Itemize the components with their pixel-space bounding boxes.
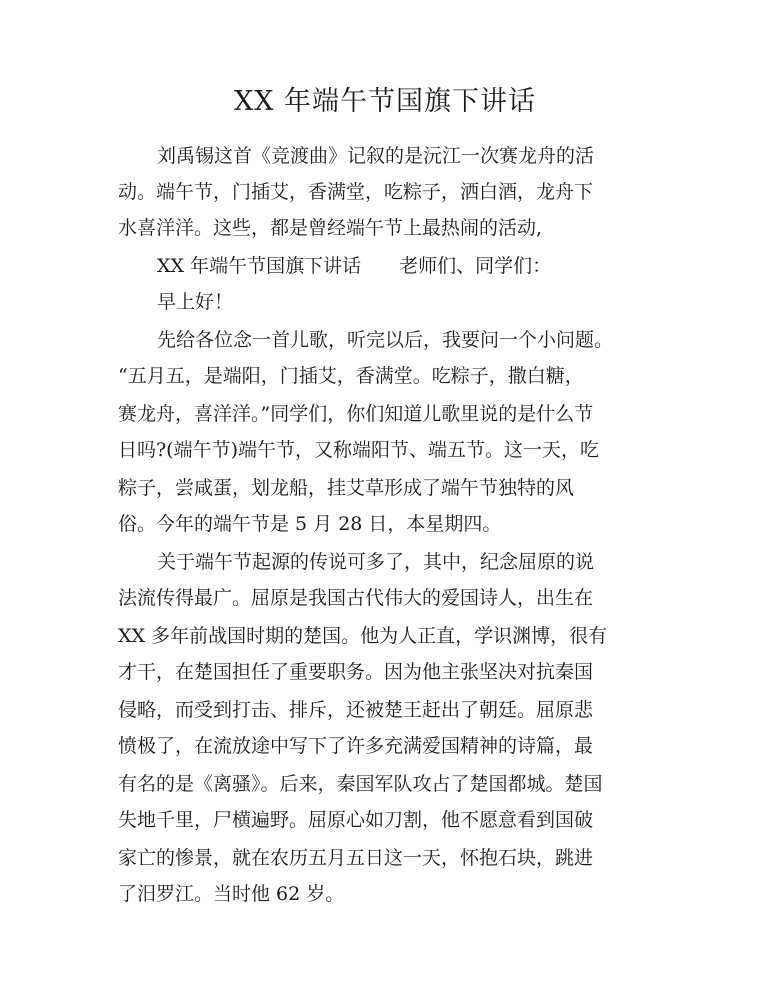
text-line: 了汨罗江。当时他 62 岁。 [118,883,345,905]
text-line: 有名的是《离骚》。后来，秦国军队攻占了楚国都城。楚国 [118,773,603,795]
text-line: 才干，在楚国担任了重要职务。因为他主张坚决对抗秦国 [118,661,594,683]
text-line: 失地千里，尸横遍野。屈原心如刀割，他不愿意看到国破 [118,809,594,831]
text-line: 法流传得最广。屈原是我国古代伟大的爱国诗人，出生在 [118,587,594,609]
text-line: 关于端午节起源的传说可多了，其中，纪念屈原的说 [157,551,595,573]
text-line: 家亡的惨景，就在农历五月五日这一天，怀抱石块，跳进 [118,847,594,869]
text-line: 愤极了，在流放途中写下了许多充满爱国精神的诗篇，最 [118,735,594,757]
text-line: XX 年端午节国旗下讲话 老师们、同学们： [157,255,552,277]
text-line: 先给各位念一首儿歌，听完以后，我要问一个小问题。 [157,329,614,351]
text-line: 早上好！ [157,291,234,313]
text-line: 刘禹锡这首《竞渡曲》记叙的是沅江一次赛龙舟的活 [157,145,595,167]
text-line: XX 多年前战国时期的楚国。他为人正直，学识渊博，很有 [118,625,608,647]
document-title: XX 年端午节国旗下讲话 [233,86,537,117]
text-line: 日吗?(端午节)端午节，又称端阳节、端五节。这一天，吃 [118,439,600,461]
text-line: “五月五，是端阳，门插艾，香满堂。吃粽子，撒白糖， [118,365,584,387]
text-line: 俗。今年的端午节是 5 月 28 日，本星期四。 [118,513,502,535]
text-line: 粽子，尝咸蛋，划龙船，挂艾草形成了端午节独特的风 [118,477,575,499]
text-line: 赛龙舟，喜洋洋。”同学们，你们知道儿歌里说的是什么节 [118,403,594,425]
text-line: 水喜洋洋。这些，都是曾经端午节上最热闹的活动, [118,217,543,239]
text-line: 动。端午节，门插艾，香满堂，吃粽子，洒白酒，龙舟下 [118,181,594,203]
text-line: 侵略，而受到打击、排斥，还被楚王赶出了朝廷。屈原悲 [118,699,594,721]
